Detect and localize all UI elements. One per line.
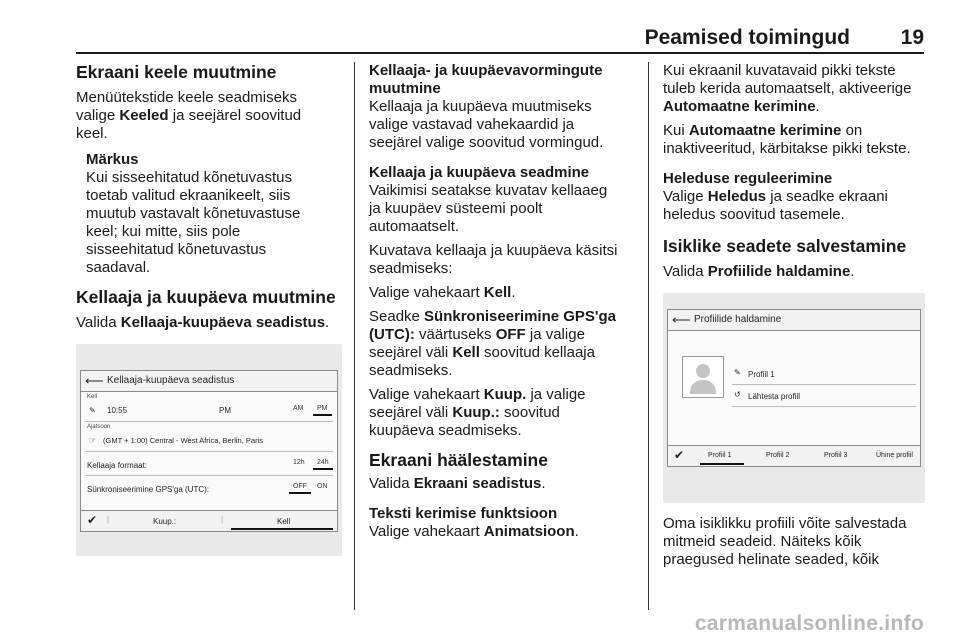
note-line: Kui sisseehitatud kõnetuvastus [86, 169, 292, 186]
time-row[interactable] [85, 393, 333, 422]
text-line: Kuvatava kellaaja ja kuupäeva käsitsi [369, 242, 618, 259]
heading-format: Kellaaja- ja kuupäevavormingute muutmine [369, 62, 603, 97]
tab-date[interactable]: Kuup.: [153, 517, 177, 526]
timezone-row[interactable] [85, 423, 333, 452]
gps-sync-label: Sünkroniseerimine GPS'ga (UTC): [87, 485, 210, 494]
heading-brightness: Heleduse reguleerimine [663, 170, 833, 187]
timezone-value: (GMT + 1:00) Central - West Africa, Berlin, Paris [103, 436, 263, 445]
12h-toggle[interactable]: 12h [293, 459, 305, 466]
note-line: muutub vastavalt kõnetuvastuse [86, 205, 301, 222]
text-line: kuupäeva seadmiseks. [369, 422, 522, 439]
text-line: (UTC): väärtuseks OFF ja valige [369, 326, 585, 343]
screen-frame [667, 309, 921, 467]
text-line: Kellaaja ja kuupäeva muutmiseks [369, 98, 592, 115]
heading-language: Ekraani keele muutmine [76, 62, 277, 82]
heading-scroll: Teksti kerimise funktsioon [369, 505, 558, 522]
text-line: seejärel väli Kell soovitud kellaaja [369, 344, 595, 361]
screen-title-bar [81, 371, 337, 392]
column-1 [76, 62, 342, 556]
tab-shared-profile[interactable]: Ühine profiil [876, 452, 913, 459]
screen-title-bar [668, 310, 920, 331]
text-line: mitmeid seadeid. Näiteks kõik [663, 533, 862, 550]
note-line: sisseehitatud kõnetuvastus [86, 241, 267, 258]
hand-icon: ☞ [89, 436, 97, 445]
tab-time[interactable]: Kell [277, 517, 291, 526]
heading-set-time: Kellaaja ja kuupäeva seadmine [369, 164, 590, 181]
screen-title: Profiilide haldamine [694, 314, 782, 325]
time-format-row[interactable] [85, 453, 333, 476]
time-format-label: Kellaaja formaat: [87, 461, 148, 470]
screen-title: Kellaaja-kuupäeva seadistus [107, 375, 235, 386]
heading-profiles: Isiklike seadete salvestamine [663, 236, 907, 256]
reset-profile-row[interactable] [732, 386, 916, 407]
text-line: Kui Automaatne kerimine on [663, 122, 863, 139]
text-line: Vaikimisi seatakse kuvatav kellaaeg [369, 182, 608, 199]
reset-icon: ↺ [734, 390, 741, 399]
column-divider [354, 62, 355, 610]
text-line: keel. [76, 125, 108, 142]
text-line: Menüütekstide keele seadmiseks [76, 89, 297, 106]
screen-tab-bar [81, 510, 337, 531]
tab-profile-1-underline [700, 463, 744, 465]
timezone-label: Ajatsoon [87, 424, 111, 430]
tab-divider: | [107, 515, 110, 524]
heading-display: Ekraani häälestamine [369, 450, 548, 470]
text-line: ja kuupäev süsteemi poolt [369, 200, 543, 217]
tab-divider: | [221, 515, 224, 524]
24h-toggle[interactable]: 24h [317, 459, 329, 466]
note-line: keel; kui mitte, siis pole [86, 223, 241, 240]
text-line: seejärel väli Kuup.: soovitud [369, 404, 560, 421]
text-line: valige Keeled ja seejärel soovitud [76, 107, 302, 124]
back-arrow-icon[interactable]: ⟵ [85, 373, 104, 388]
ampm-value: PM [219, 406, 231, 415]
page-header [76, 26, 924, 50]
screen-frame [80, 370, 338, 532]
text-line: Seadke Sünkroniseerimine GPS'ga [369, 308, 617, 325]
text-line: seadmiseks: [369, 260, 453, 277]
clock-settings-screenshot [76, 344, 342, 556]
watermark: carmanualsonline.info [694, 612, 924, 635]
text-line: Oma isiklikku profiili võite salvestada [663, 515, 907, 532]
text-line: Valida Ekraani seadistus. [369, 475, 546, 492]
off-toggle[interactable]: OFF [293, 483, 307, 490]
profiles-screenshot [663, 293, 925, 503]
tab-profile-2[interactable]: Profiil 2 [766, 452, 790, 459]
text-line: Valige vahekaart Kuup. ja valige [369, 386, 586, 403]
text-line: Valida Profiilide haldamine. [663, 263, 855, 280]
am-toggle[interactable]: AM [293, 405, 304, 412]
header-rule [76, 52, 924, 54]
text-line: seadmiseks. [369, 362, 453, 379]
back-arrow-icon[interactable]: ⟵ [672, 312, 691, 327]
gps-sync-row[interactable] [85, 477, 333, 503]
text-line: automaatselt. [369, 218, 460, 235]
tab-profile-1[interactable]: Profiil 1 [708, 452, 732, 459]
profile-tab-bar [668, 445, 920, 466]
text-line: Valige vahekaart Kell. [369, 284, 516, 301]
avatar-icon [682, 356, 724, 398]
column-2 [369, 62, 635, 541]
column-divider [648, 62, 649, 610]
profile-name: Profiil 1 [748, 370, 775, 379]
note-line: saadaval. [86, 259, 151, 276]
text-line: Automaatne kerimine. [663, 98, 820, 115]
time-label: Kell [87, 394, 98, 400]
pm-toggle[interactable]: PM [317, 405, 328, 412]
text-line: Valida Kellaaja-kuupäeva seadistus. [76, 314, 330, 331]
on-toggle[interactable]: ON [317, 483, 328, 490]
text-line: valige vastavad vahekaardid ja [369, 116, 575, 133]
tab-profile-3[interactable]: Profiil 3 [824, 452, 848, 459]
text-line: praegused helinate seaded, kõik [663, 551, 879, 568]
pencil-icon: ✎ [734, 368, 741, 377]
tab-time-underline [231, 528, 333, 530]
section-title: Peamised toimingud [644, 26, 850, 49]
time-value: 10:55 [107, 406, 128, 415]
page-number: 19 [900, 26, 924, 49]
text-line: inaktiveeritud, kärbitakse pikki tekste. [663, 140, 911, 157]
text-line: heledus soovitud tasemele. [663, 206, 845, 223]
text-line: Valige vahekaart Animatsioon. [369, 523, 579, 540]
check-icon[interactable]: ✔ [87, 513, 98, 527]
reset-profile-label: Lähtesta profiil [748, 392, 801, 401]
note-block [76, 151, 342, 277]
check-icon[interactable]: ✔ [674, 448, 685, 462]
column-3 [663, 62, 929, 569]
note-line: toetab valitud ekraanikeelt, siis [86, 187, 291, 204]
pencil-icon: ✎ [89, 406, 96, 415]
text-line: Valige Heledus ja seadke ekraani [663, 188, 888, 205]
text-line: Kui ekraanil kuvatavaid pikki tekste [663, 62, 896, 79]
note-title: Märkus [86, 151, 139, 168]
heading-time: Kellaaja ja kuupäeva muutmine [76, 287, 336, 307]
text-line: tuleb kerida automaatselt, aktiveerige [663, 80, 912, 97]
text-line: seejärel valige soovitud vormingud. [369, 134, 604, 151]
profile-name-row[interactable] [732, 364, 916, 385]
